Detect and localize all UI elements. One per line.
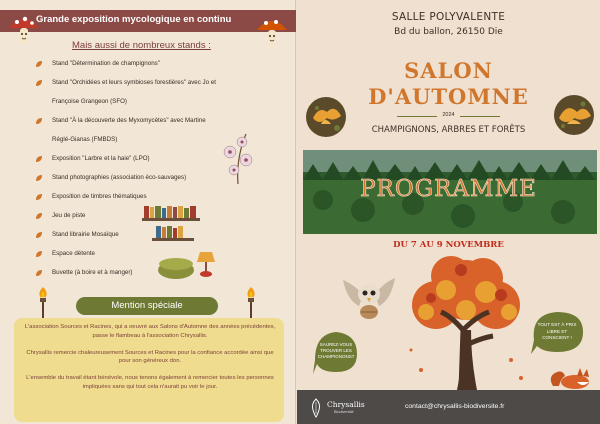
pouf-icon bbox=[156, 254, 196, 280]
stand-text: Jeu de piste bbox=[52, 212, 86, 220]
stand-text: Exposition "Larbre et la haie" (LPO) bbox=[52, 155, 150, 163]
leaf-bullet-icon bbox=[34, 154, 44, 164]
mention-paragraph: Chrysallis remercie chaleureusement Sources et Racines pour la confiance accordée ainsi que pour son généreux don. bbox=[26, 349, 274, 365]
bubble-right-text: TOUT EST À PRIX LIBRE ET CONSCIENT ! bbox=[537, 322, 577, 340]
venue-name: SALLE POLYVALENTE bbox=[391, 11, 506, 23]
venue-address: Bd du ballon, 26150 Die bbox=[394, 27, 503, 37]
owl-icon bbox=[333, 260, 405, 332]
right-panel bbox=[297, 0, 600, 424]
stand-text: Stand "À la découverte des Myxomycètes" avec Martine bbox=[52, 117, 206, 125]
bookshelf-icon bbox=[140, 204, 202, 244]
contact-email[interactable]: contact@chrysallis-biodiversite.fr bbox=[405, 403, 505, 410]
stand-text: Buvette (à boire et à manger) bbox=[52, 269, 133, 277]
stand-text: Stand "Détermination de champignons" bbox=[52, 60, 160, 67]
list-item bbox=[34, 78, 264, 107]
leaf-bullet-icon bbox=[34, 249, 44, 259]
stand-text-line2: Françoise Grangeon (SFO) bbox=[52, 98, 127, 106]
leaf-bullet-icon bbox=[34, 78, 44, 88]
torch-left-icon bbox=[34, 286, 52, 320]
footer-brand: Chrysallis bbox=[327, 400, 365, 409]
fox-icon bbox=[547, 364, 593, 390]
mention-text bbox=[24, 323, 276, 400]
title-automne: D'AUTOMNE bbox=[368, 84, 529, 109]
mention-paragraph: L'association Sources et Racines, qui a oeuvré aux Salons d'Automne des années précédentes, passe le flambeau à l'association Chrysallis. bbox=[24, 324, 276, 339]
chrysalis-logo-icon bbox=[309, 398, 323, 418]
orchid-icon bbox=[216, 128, 260, 184]
mushroom-left-icon bbox=[6, 12, 42, 48]
programme-title: PROGRAMME bbox=[360, 176, 537, 202]
stand-text: Stand photographies (association éco-sauvages) bbox=[52, 174, 187, 182]
leaf-bullet-icon bbox=[34, 211, 44, 221]
left-panel bbox=[0, 0, 296, 424]
exhibition-banner bbox=[0, 10, 296, 32]
mention-title-pill bbox=[74, 295, 220, 317]
stand-text: Espace détente bbox=[52, 250, 96, 258]
stand-text: Stand "Orchidées et leurs symbioses forestières" avec Jo et bbox=[52, 79, 216, 86]
leaf-bullet-icon bbox=[34, 116, 44, 126]
lamp-icon bbox=[196, 250, 216, 278]
stand-text: Exposition de timbres thématiques bbox=[52, 193, 147, 201]
year: 2024 bbox=[442, 112, 455, 118]
title-salon: SALON bbox=[404, 58, 493, 83]
leaf-bullet-icon bbox=[34, 192, 44, 202]
list-item bbox=[34, 59, 264, 68]
footer-brand-sub: Biodiversité bbox=[334, 410, 354, 414]
leaf-bullet-icon bbox=[34, 268, 44, 278]
leaf-bullet-icon bbox=[34, 59, 44, 69]
stand-text-line2: Réglé-Gianas (FMBDS) bbox=[52, 136, 118, 144]
list-item bbox=[34, 192, 264, 201]
autumn-tree-icon bbox=[391, 250, 541, 390]
event-dates: DU 7 AU 9 NOVEMBRE bbox=[393, 240, 504, 250]
bubble-left-text: SAUREZ-VOUS TROUVER LES CHAMPIGNONS? bbox=[317, 342, 355, 359]
leaf-bullet-icon bbox=[34, 230, 44, 240]
stand-text: Stand librairie Mosaïque bbox=[52, 231, 119, 239]
torch-right-icon bbox=[242, 286, 260, 320]
leaf-bullet-icon bbox=[34, 173, 44, 183]
stands-subtitle: Mais aussi de nombreux stands : bbox=[72, 40, 211, 51]
banner-text: Grande exposition mycologique en continu bbox=[36, 14, 232, 25]
mushroom-right-icon bbox=[254, 14, 290, 50]
mention-title: Mention spéciale bbox=[111, 300, 183, 311]
themes: CHAMPIGNONS, ARBRES ET FORÊTS bbox=[371, 125, 526, 135]
list-item bbox=[34, 249, 264, 258]
list-item bbox=[34, 268, 264, 277]
mention-paragraph: L'ensemble du travail étant bénévole, nous tenons également à remercier toutes les personnes impliquées sans qui tout cela n'aurait pu voir le jour. bbox=[26, 375, 274, 390]
